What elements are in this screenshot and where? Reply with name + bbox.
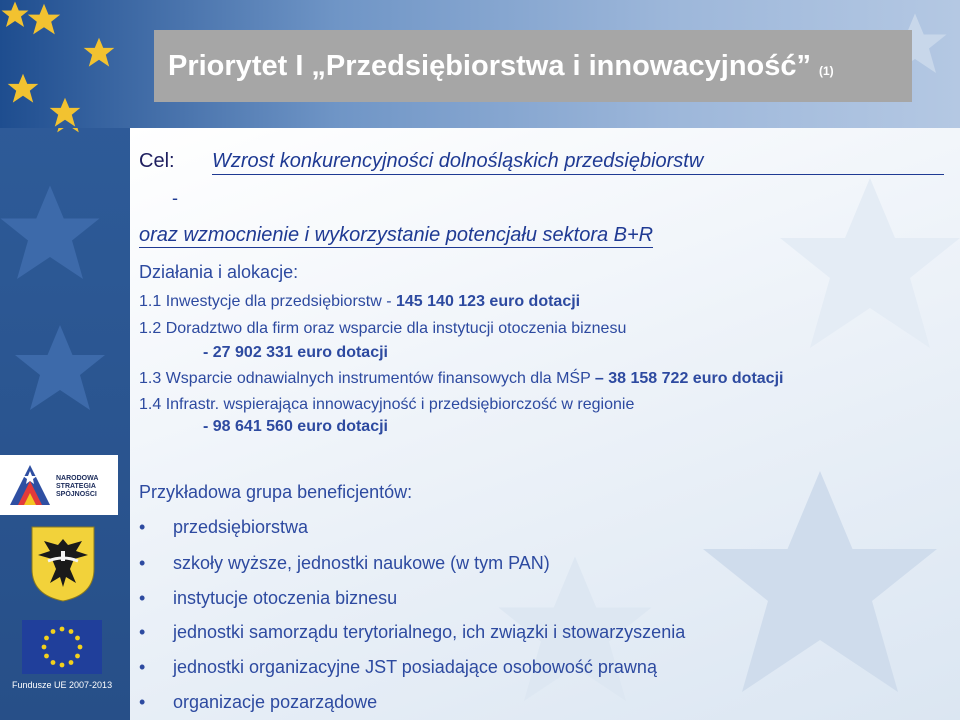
eu-funds-label: Fundusze UE 2007-2013 [12,680,113,690]
action-item-1-text: 1.1 Inwestycje dla przedsiębiorstw - [139,293,396,310]
beneficiaries-title: Przykładowa grupa beneficjentów: [139,482,413,502]
actions-title: Działania i alokacje: [139,262,299,282]
list-item-text: instytucje otoczenia biznesu [173,588,398,608]
nss-logo [0,455,118,515]
slide-title: Priorytet I „Przedsiębiorstwa i innowacyjność” [168,49,812,82]
star-decoration-icon [82,36,116,70]
star-decoration-icon [690,458,950,718]
star-decoration-icon [770,168,960,368]
action-item-1-amount: 145 140 123 euro dotacji [396,293,581,310]
action-item-4: 1.4 Infrastr. wspierająca innowacyjność i przedsiębiorczość w regionie [139,396,635,413]
list-item [139,588,397,609]
goal-label: Cel: [139,150,175,172]
eu-flag [22,620,102,674]
slide-title-box [154,30,912,102]
bullet-icon: • [139,517,146,537]
goal-line-2: oraz wzmocnienie i wykorzystanie potencjału sektora B+R [139,224,654,246]
action-item-4-amount: - 98 641 560 euro dotacji [203,418,388,435]
nss-logo-text [56,475,118,499]
action-item-3-amount: – 38 158 722 euro dotacji [594,370,784,387]
action-item-3 [139,370,783,388]
lower-silesia-coat-of-arms-icon [30,525,96,603]
action-item-3-text: 1.3 Wsparcie odnawialnych instrumentów finansowych dla MŚP [139,370,595,387]
bullet-icon: • [139,657,146,677]
action-item-2: 1.2 Doradztwo dla firm oraz wsparcie dla instytucji otoczenia biznesu [139,320,627,337]
list-item [139,692,377,713]
slide-title-number: (1) [819,64,834,78]
list-item [139,553,550,574]
bullet-icon: • [139,692,146,712]
list-item-text: jednostki organizacyjne JST posiadające osobowość prawną [173,657,657,677]
nss-logo-line-1: NARODOWA [56,475,99,482]
star-decoration-icon [10,320,110,420]
goal-line-1: Wzrost konkurencyjności dolnośląskich przedsiębiorstw [212,150,704,172]
action-item-1 [139,293,580,311]
action-item-2-amount: - 27 902 331 euro dotacji [203,344,388,361]
list-item-text: przedsiębiorstwa [173,517,309,537]
nss-emblem-icon [6,461,54,509]
star-decoration-icon [6,72,40,106]
eu-stars-icon [22,620,102,674]
star-decoration-icon [0,180,105,290]
list-item-text: jednostki samorządu terytorialnego, ich związki i stowarzyszenia [173,622,686,642]
list-item-text: szkoły wyższe, jednostki naukowe (w tym PAN) [173,553,550,573]
list-item [139,657,657,678]
goal-underline [212,174,944,175]
nss-logo-line-2: STRATEGIA SPÓJNOŚCI [56,483,97,498]
list-item-text: organizacje pozarządowe [173,692,378,712]
bullet-icon: • [139,588,146,608]
list-item [139,517,308,538]
bullet-icon: • [139,622,146,642]
star-decoration-icon [26,2,62,38]
bullet-icon: • [139,553,146,573]
goal-dash: - [172,188,178,208]
list-item [139,622,685,643]
star-decoration-icon [48,96,82,128]
